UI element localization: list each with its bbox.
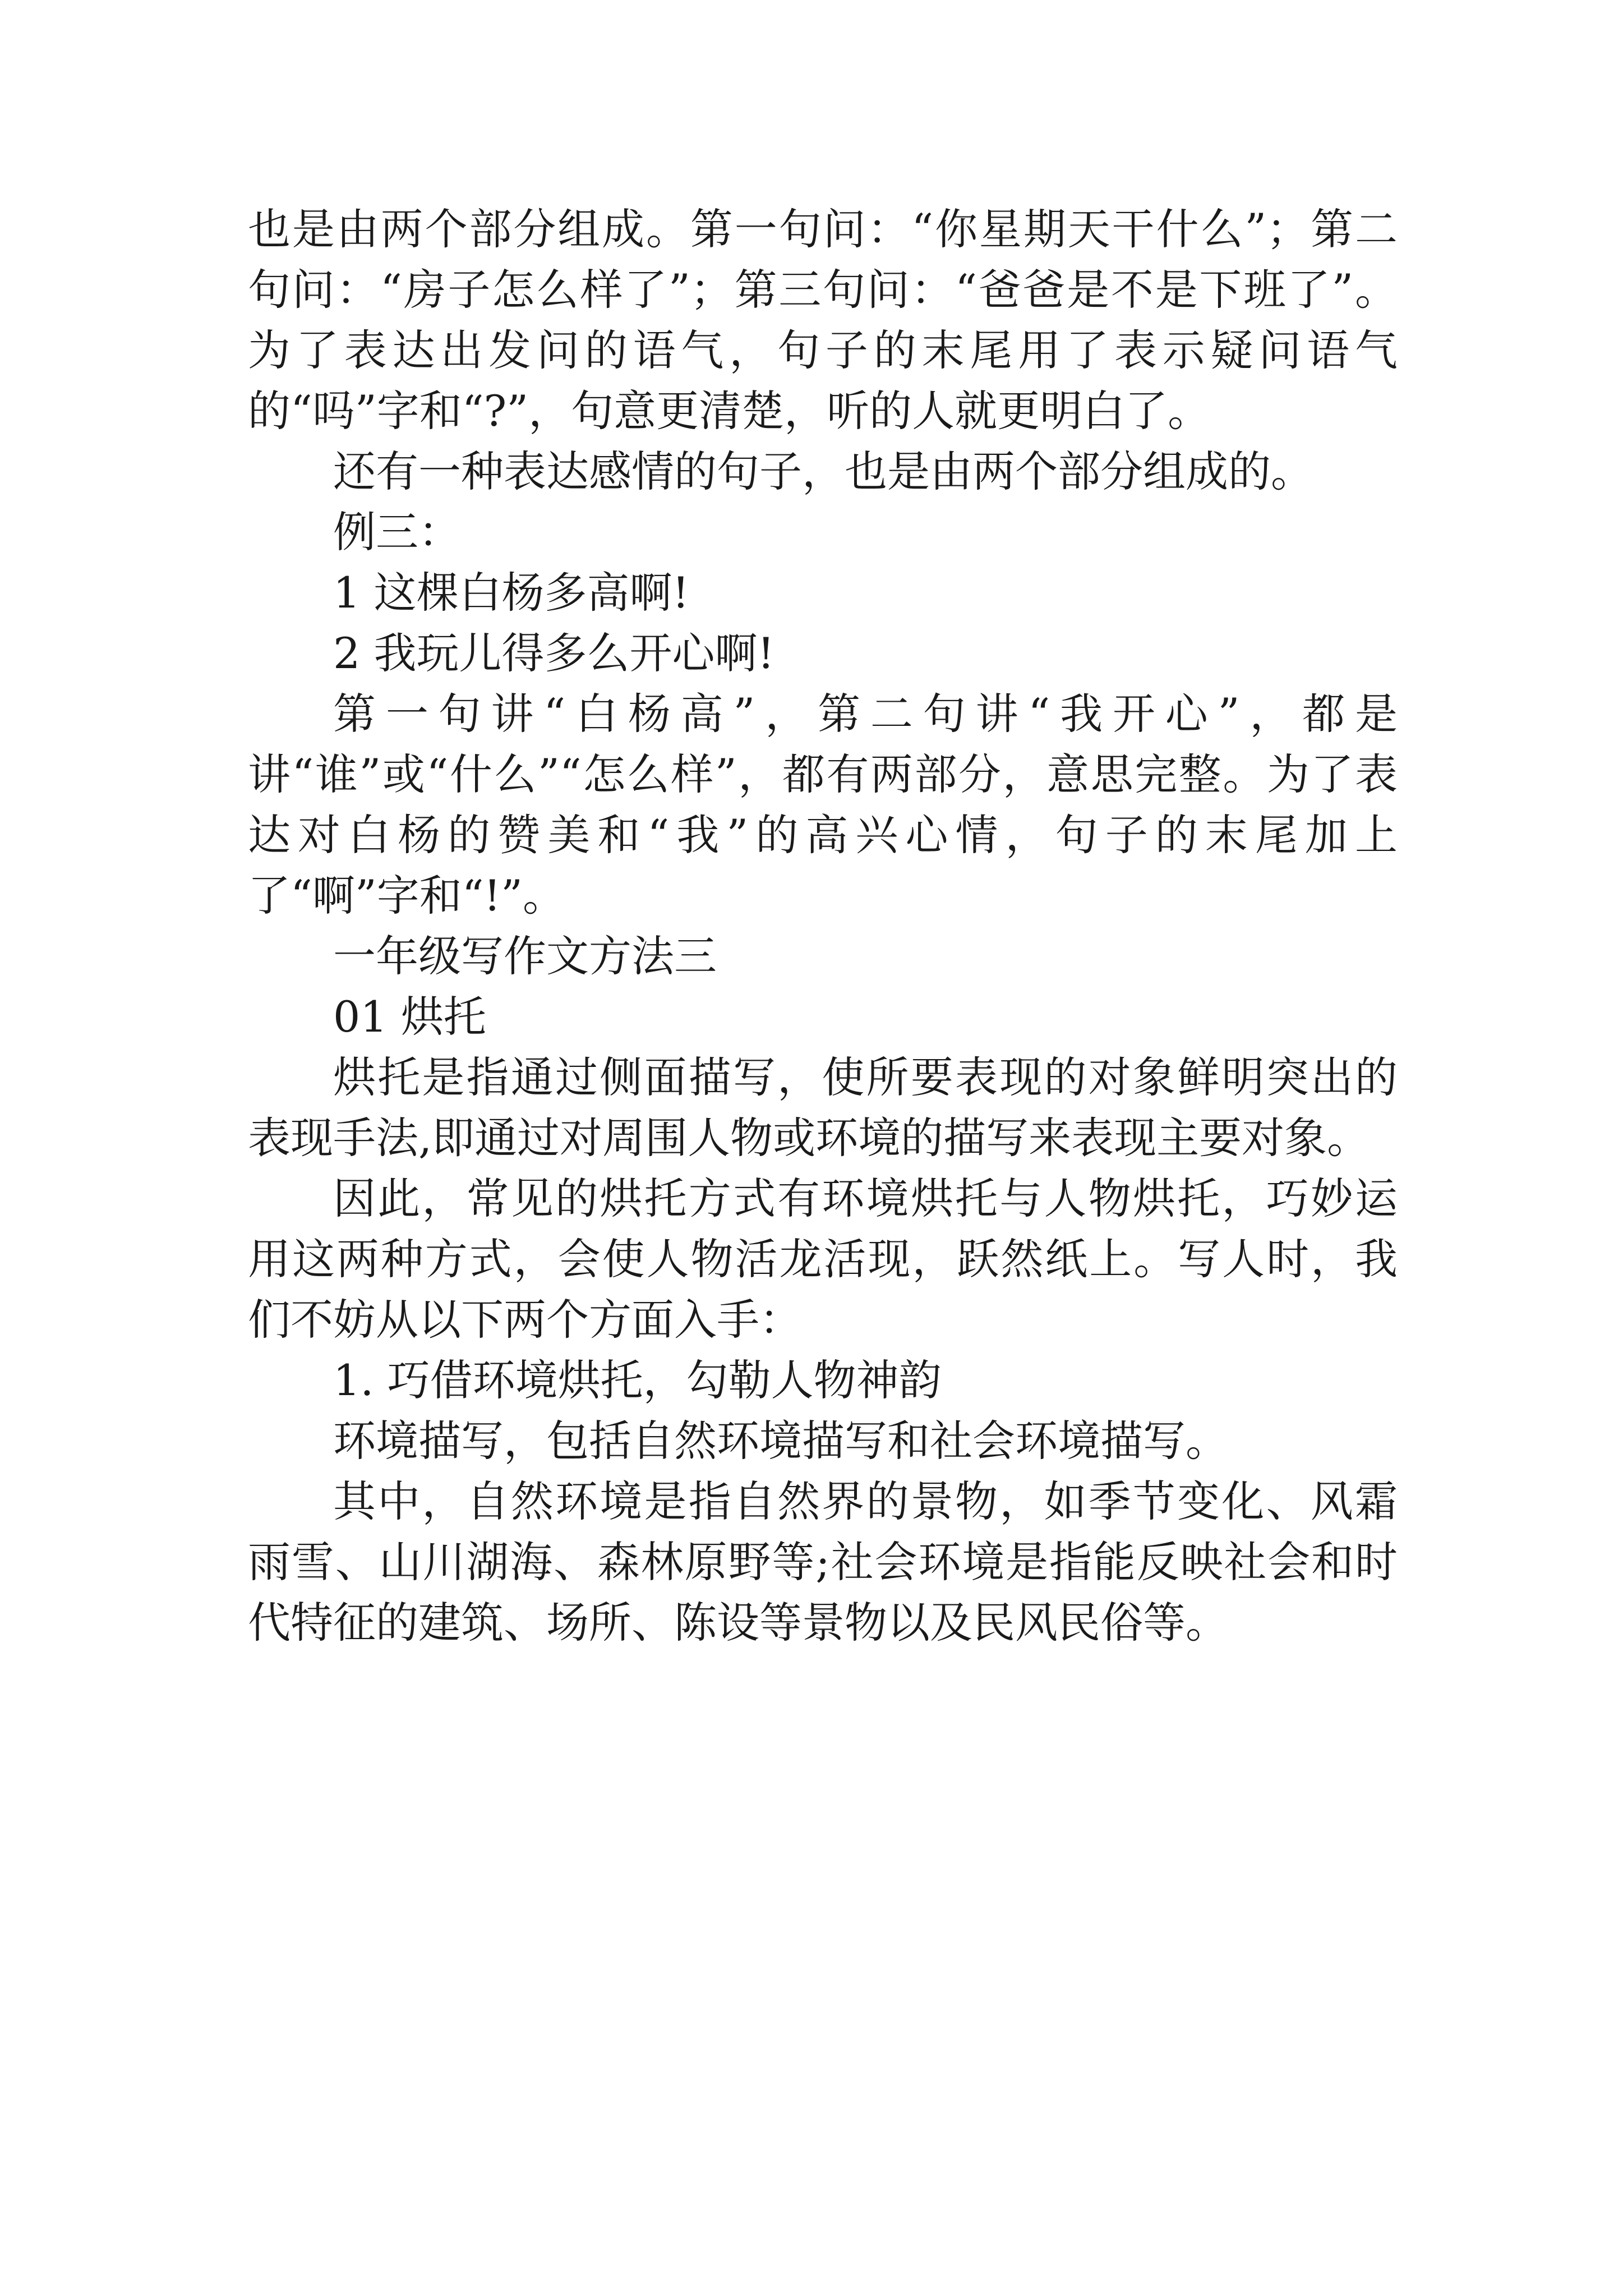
paragraph-9: 烘托是指通过侧面描写，使所要表现的对象鲜明突出的表现手法,即通过对周围人物或环境的描写来表现主要对象。 <box>248 1052 1398 1163</box>
paragraph-example-1: 1 这棵白杨多高啊! <box>333 568 690 618</box>
paragraph-10: 因此，常见的烘托方式有环境烘托与人物烘托，巧妙运用这两种方式，会使人物活龙活现，跃然纸上。写人时，我们不妨从以下两个方面入手： <box>248 1174 1398 1345</box>
list-item-heading: 1. 巧借环境烘托，勾勒人物神韵 <box>333 1355 942 1405</box>
document-body <box>248 199 1398 1653</box>
section-heading: 一年级写作文方法三 <box>333 931 717 981</box>
paragraph-13: 其中，自然环境是指自然界的景物，如季节变化、风霜雨雪、山川湖海、森林原野等;社会环境是指能反映社会和时代特征的建筑、场所、陈设等景物以及民风民俗等。 <box>248 1476 1398 1648</box>
paragraph-example-heading: 例三： <box>333 507 461 557</box>
paragraph-1: 也是由两个部分组成。第一句问：“你星期天干什么”；第二句问：“房子怎么样了”；第三句问：“爸爸是不是下班了”。为了表达出发问的语气，句子的末尾用了表示疑问语气的“吗”字和“?”，句意更清楚，听的人就更明白了。 <box>248 204 1398 436</box>
paragraph-6: 第一句讲“白杨高”，第二句讲“我开心”，都是讲“谁”或“什么”“怎么样”，都有两部分，意思完整。为了表达对白杨的赞美和“我”的高兴心情，句子的末尾加上了“啊”字和“!”。 <box>248 689 1398 921</box>
paragraph-example-2: 2 我玩儿得多么开心啊! <box>333 628 775 678</box>
subsection-heading: 01 烘托 <box>333 992 486 1042</box>
paragraph-12: 环境描写，包括自然环境描写和社会环境描写。 <box>333 1416 1228 1466</box>
paragraph-2: 还有一种表达感情的句子，也是由两个部分组成的。 <box>333 447 1313 496</box>
